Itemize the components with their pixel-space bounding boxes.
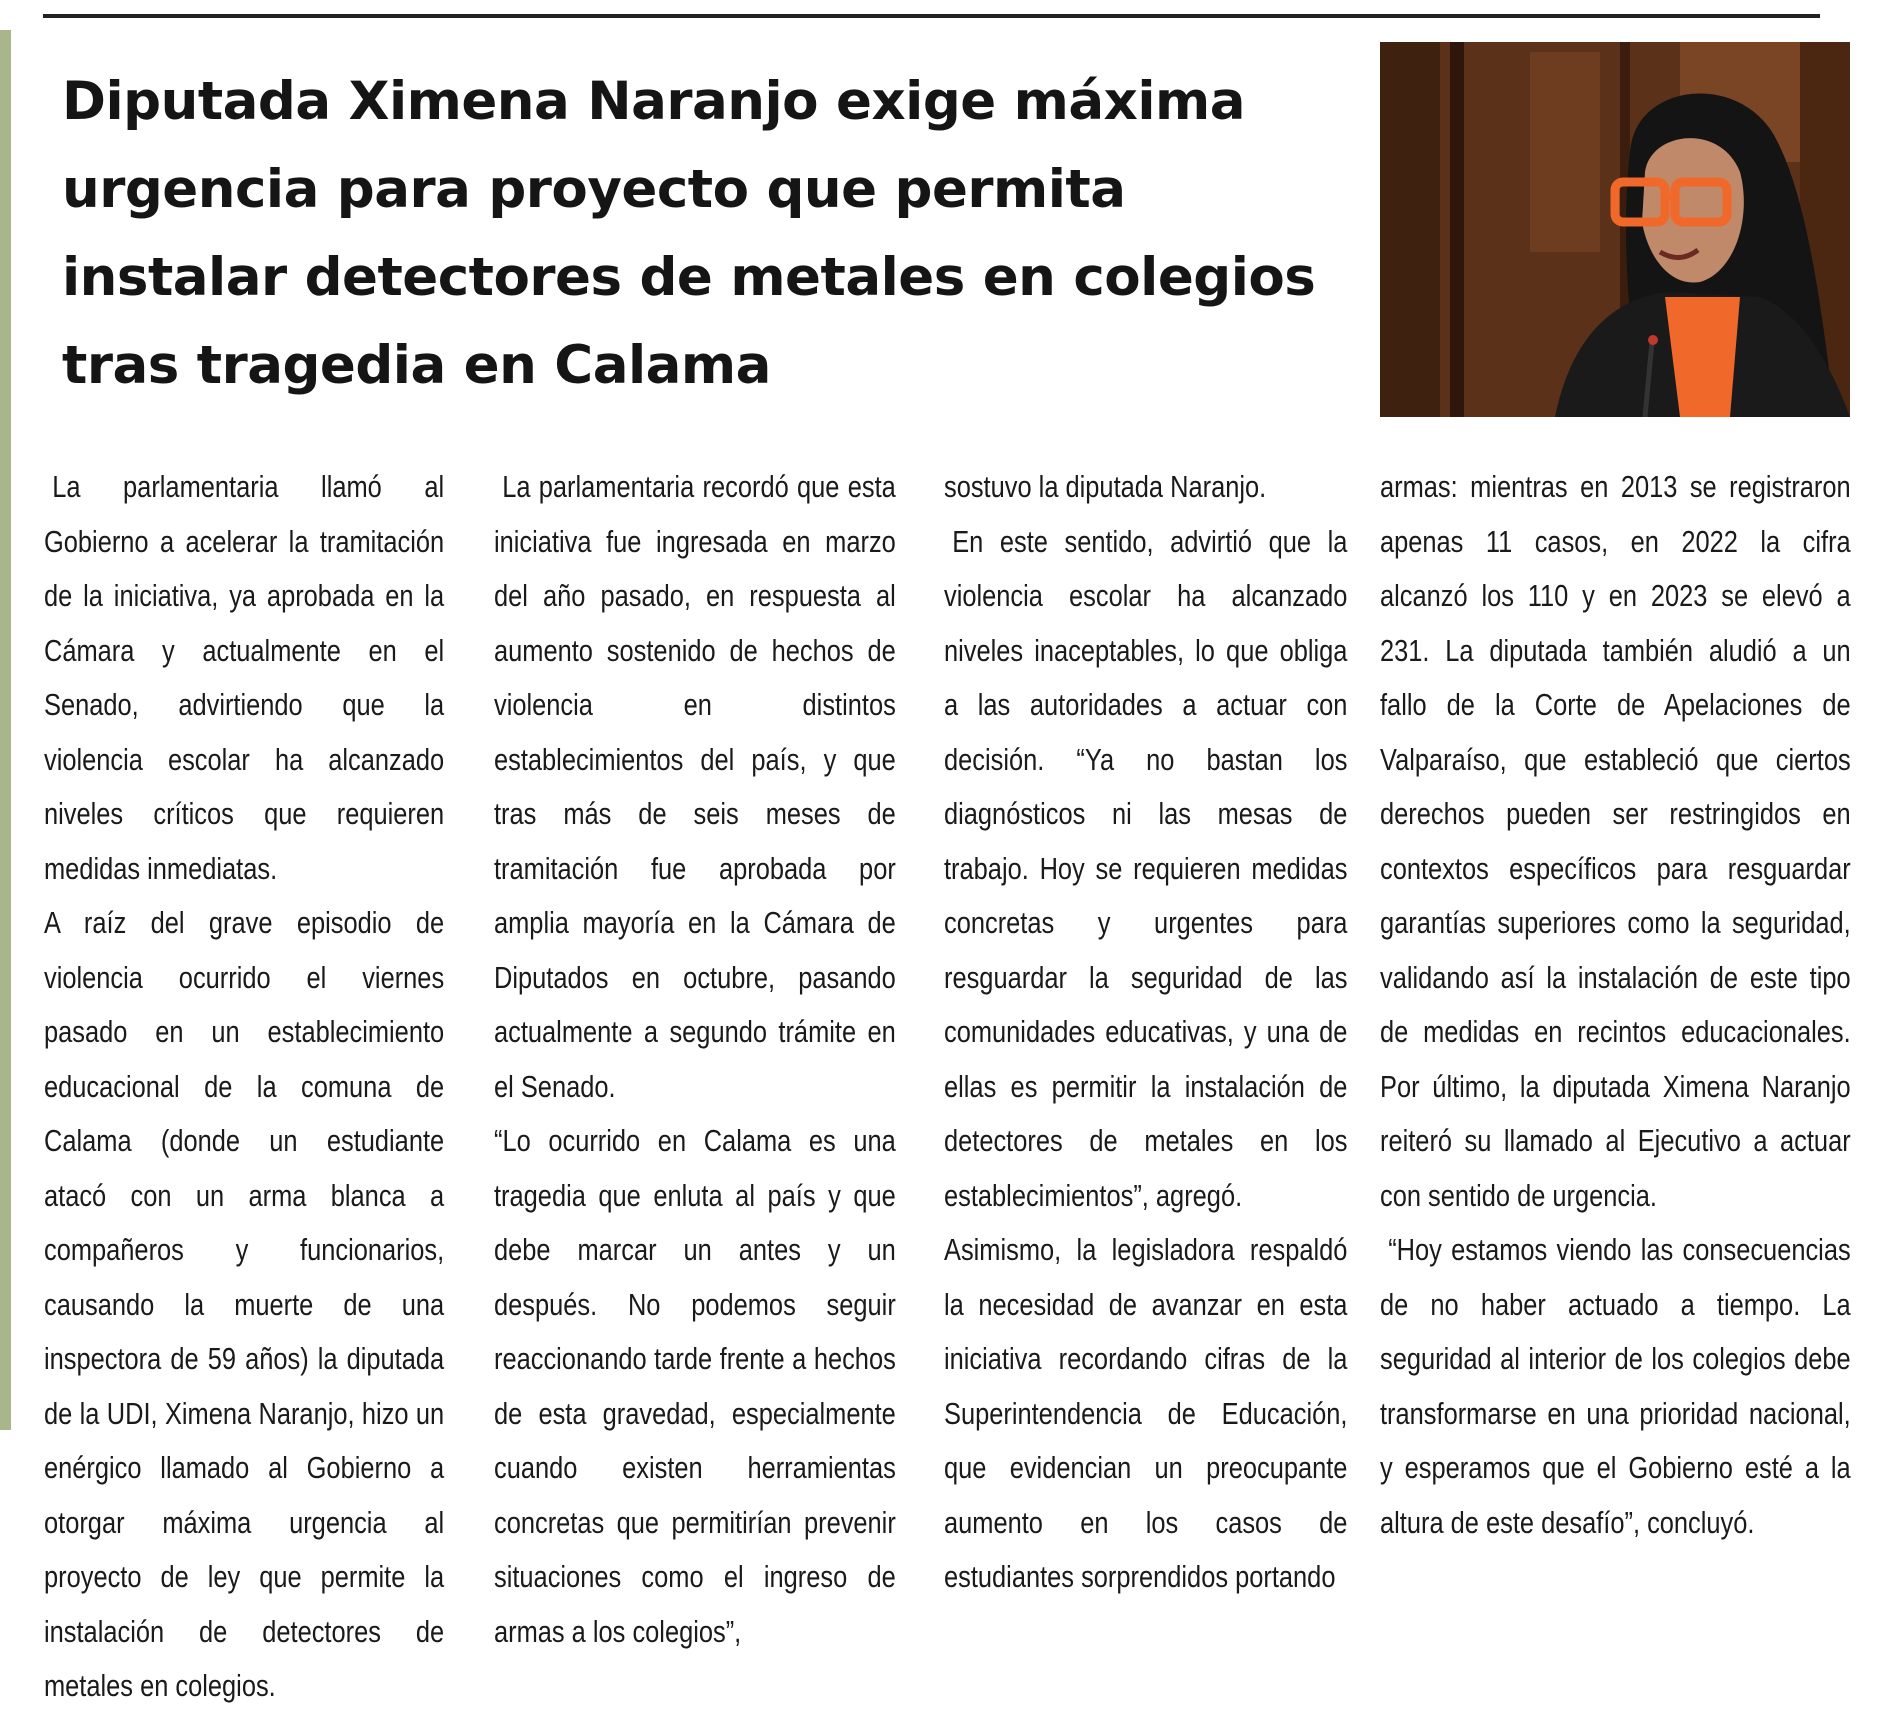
column-paragraph: “Hoy estamos viendo las consecuencias de no haber actuado a tiempo. La seguridad al interior de los colegios debe transformarse en una prioridad nacional, y esperamos que el Gobierno esté a la altura de este desafío”, concluyó. bbox=[1380, 1232, 1851, 1540]
article-headline: Diputada Ximena Naranjo exige máxima urgencia para proyecto que permita instalar detectores de metales en colegios tras tragedia en Calama bbox=[62, 71, 1316, 396]
column-paragraph: La parlamentaria recordó que esta iniciativa fue ingresada en marzo del año pasado, en respuesta al aumento sostenido de hechos de violencia en distintos establecimientos del país, y que tras más de seis meses de tramitación fue aprobada por amplia mayoría en la Cámara de Diputados en octubre, pasando actualmente a segundo trámite en el Senado. bbox=[494, 469, 896, 1104]
column-paragraph: A raíz del grave episodio de violencia ocurrido el viernes pasado en un establecimiento educacional de la comuna de Calama (donde un estudiante atacó con un arma blanca a compañeros y funcionarios, causando la muerte de una inspectora de 59 años) la diputada de la UDI, Ximena Naranjo, hizo un enérgico llamado al Gobierno a otorgar máxima urgencia al proyecto de ley que permite la instalación de detectores de metales en colegios. bbox=[44, 905, 445, 1703]
column-paragraph: “Lo ocurrido en Calama es una tragedia que enluta al país y que debe marcar un antes y un después. No podemos seguir reaccionando tarde frente a hechos de esta gravedad, especialmente cuando existen herramientas concretas que permitirían prevenir situaciones como el ingreso de armas a los colegios”, bbox=[494, 1123, 896, 1649]
column-paragraph: armas: mientras en 2013 se registraron apenas 11 casos, en 2022 la cifra alcanzó los 110 y en 2023 se elevó a 231. La diputada también aludió a un fallo de la Corte de Apelaciones de Valparaíso, que estableció que ciertos derechos pueden ser restringidos en contextos específicos para resguardar garantías superiores como la seguridad, validando así la instalación de este tipo de medidas en recintos educacionales. Por último, la diputada Ximena Naranjo reiteró su llamado al Ejecutivo a actuar con sentido de urgencia. bbox=[1380, 469, 1851, 1213]
column-paragraph: En este sentido, advirtió que la violencia escolar ha alcanzado niveles inaceptables, lo que obliga a las autoridades a actuar con decisión. “Ya no bastan los diagnósticos ni las mesas de trabajo. Hoy se requieren medidas concretas y urgentes para resguardar la seguridad de las comunidades educativas, y una de ellas es permitir la instalación de detectores de metales en los establecimientos”, agregó. bbox=[944, 523, 1348, 1213]
column-paragraph: Asimismo, la legisladora respaldó la necesidad de avanzar en esta iniciativa recordando cifras de la Superintendencia de Educación, que evidencian un preocupante aumento en los casos de estudiantes sorprendidos portando bbox=[944, 1232, 1348, 1594]
article-column-3 bbox=[944, 460, 1347, 1605]
article-column-2 bbox=[494, 460, 896, 1659]
page-edge-rule bbox=[0, 30, 11, 1430]
section-top-rule bbox=[43, 14, 1820, 18]
column-paragraph: sostuvo la diputada Naranjo. bbox=[944, 469, 1267, 504]
article-photo bbox=[1380, 42, 1850, 417]
article-column-1 bbox=[44, 460, 444, 1714]
article-column-4 bbox=[1380, 460, 1851, 1550]
column-paragraph: La parlamentaria llamó al Gobierno a acelerar la tramitación de la iniciativa, ya aprobada en la Cámara y actualmente en el Senado, advirtiendo que la violencia escolar ha alcanzado niveles críticos que requieren medidas inmediatas. bbox=[44, 469, 445, 886]
